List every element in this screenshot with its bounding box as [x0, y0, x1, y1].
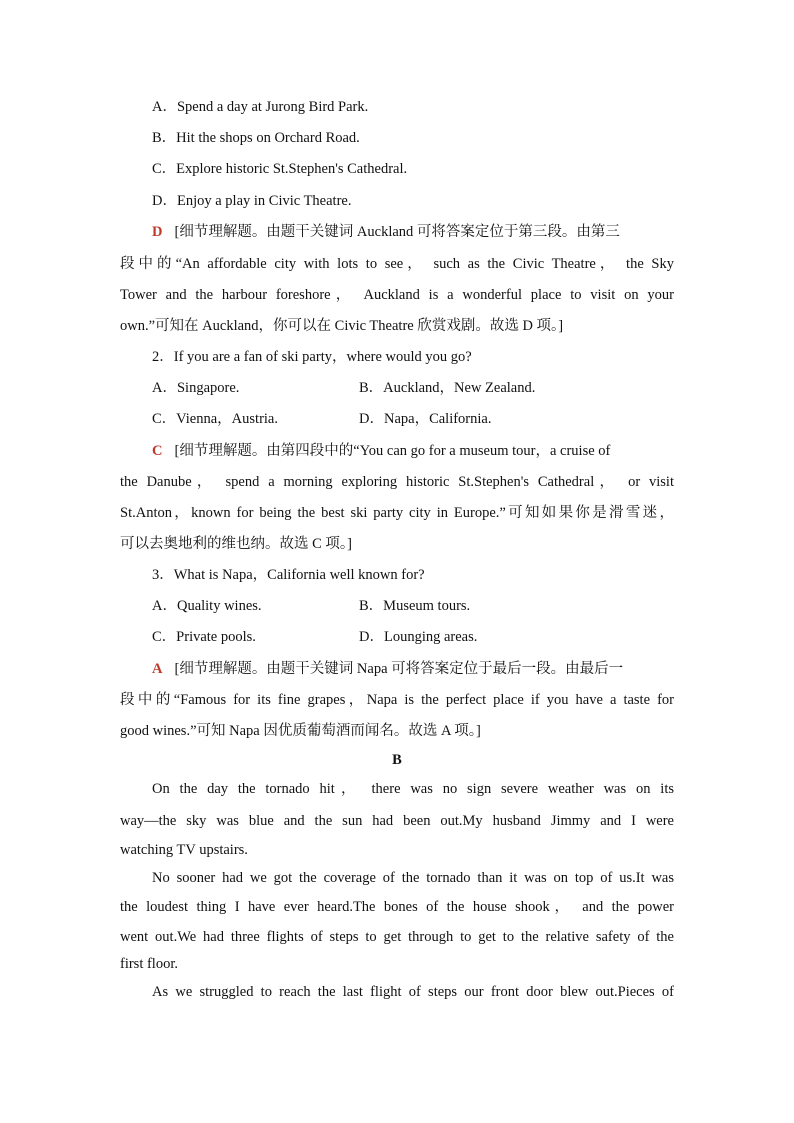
q2-option-b: B．Auckland，New Zealand.: [359, 380, 536, 396]
q3-explanation-line-2: 段中的“Famous for its fine grapes，Napa is the perfect place if you have a taste for: [120, 692, 674, 708]
passage-line-4: No sooner had we got the coverage of the tornado than it was on top of us.It was: [152, 870, 674, 886]
q2-question: 2．If you are a fan of ski party，where would you go?: [152, 349, 472, 365]
q2-explanation-line-4: 可以去奥地利的维也纳。故选 C 项。]: [120, 536, 352, 552]
passage-line-7: first floor.: [120, 956, 178, 972]
q2-explanation-line-3: St.Anton，known for being the best ski party city in Europe.”可知如果你是滑雪迷，: [120, 505, 674, 521]
section-b-heading: B: [392, 752, 402, 768]
q2-option-d: D．Napa，California.: [359, 411, 492, 427]
q1-explanation-line-3: Tower and the harbour foreshore， Auckland is a wonderful place to visit on your: [120, 287, 674, 303]
q1-explanation-line-1: D [细节理解题。由题干关键词 Auckland 可将答案定位于第三段。由第三: [152, 224, 620, 240]
q2-explanation-line-1: C [细节理解题。由第四段中的“You can go for a museum tour，a cruise of: [152, 443, 611, 459]
passage-line-8: As we struggled to reach the last flight of steps our front door blew out.Pieces of: [152, 984, 674, 1000]
q1-explanation-line-2: 段中的“An affordable city with lots to see， such as the Civic Theatre， the Sky: [120, 256, 674, 272]
q2-explanation-line-2: the Danube， spend a morning exploring historic St.Stephen's Cathedral， or visit: [120, 474, 674, 490]
q2-option-c: C．Vienna，Austria.: [152, 411, 278, 427]
q3-explanation-line-3: good wines.”可知 Napa 因优质葡萄酒而闻名。故选 A 项。]: [120, 723, 481, 739]
q3-answer: A: [152, 661, 163, 677]
q2-option-a: A．Singapore.: [152, 380, 240, 396]
passage-line-5: the loudest thing I have ever heard.The bones of the house shook， and the power: [120, 899, 674, 915]
passage-line-1: On the day the tornado hit， there was no sign severe weather was on its: [152, 781, 674, 797]
q1-option-b: B．Hit the shops on Orchard Road.: [152, 130, 360, 146]
passage-line-3: watching TV upstairs.: [120, 842, 248, 858]
q3-option-d: D．Lounging areas.: [359, 629, 478, 645]
q3-option-a: A．Quality wines.: [152, 598, 262, 614]
q3-explanation-line-1: A [细节理解题。由题干关键词 Napa 可将答案定位于最后一段。由最后一: [152, 661, 624, 677]
passage-line-6: went out.We had three flights of steps to get through to get to the relative safety of the: [120, 929, 674, 945]
q2-answer: C: [152, 443, 163, 459]
q1-answer: D: [152, 224, 163, 240]
q3-question: 3．What is Napa，California well known for?: [152, 567, 425, 583]
q1-explanation-line-4: own.”可知在 Auckland，你可以在 Civic Theatre 欣赏戏剧。故选 D 项。]: [120, 318, 564, 334]
q3-option-c: C．Private pools.: [152, 629, 256, 645]
q1-option-d: D．Enjoy a play in Civic Theatre.: [152, 193, 352, 209]
q1-option-c: C．Explore historic St.Stephen's Cathedral.: [152, 161, 408, 177]
passage-line-2: way—the sky was blue and the sun had been out.My husband Jimmy and I were: [120, 813, 674, 829]
q3-option-b: B．Museum tours.: [359, 598, 471, 614]
q1-option-a: A．Spend a day at Jurong Bird Park.: [152, 99, 369, 115]
